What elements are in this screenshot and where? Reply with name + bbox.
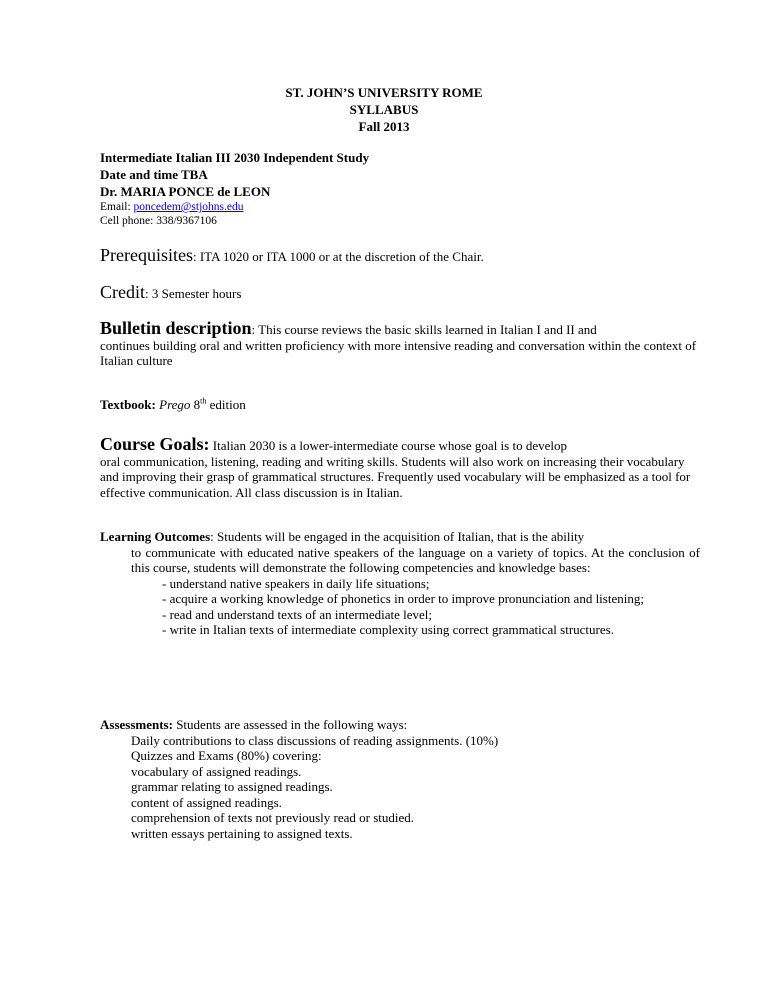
goals-heading: Course Goals: xyxy=(100,434,210,454)
goals-text-2: oral communication, listening, reading and writing skills. Students will also work on increasing their vocabulary and improving their grasp of grammatical structures. Frequently used vocabulary will be emphasized as a tool for effective communication. All class discussion is in Italian. xyxy=(100,453,691,500)
textbook-title: Prego xyxy=(159,397,191,412)
goals-text-1: Italian 2030 is a lower-intermediate course whose goal is to develop xyxy=(209,438,567,453)
bulletin-text-2: continues building oral and written proficiency with more intensive reading and conversation within the context of Italian culture xyxy=(100,337,697,368)
assessment-line: content of assigned readings. xyxy=(131,794,282,810)
outcome-item: - acquire a working knowledge of phonetics in order to improve pronunciation and listening; xyxy=(162,591,644,606)
assessment-line: written essays pertaining to assigned texts. xyxy=(131,825,353,841)
document-header xyxy=(0,84,768,135)
semester: Fall 2013 xyxy=(358,119,410,134)
assessment-line: vocabulary of assigned readings. xyxy=(131,763,302,779)
textbook-section xyxy=(100,397,700,413)
textbook-edition: edition xyxy=(206,397,246,412)
outcomes-intro: : Students will be engaged in the acquisition of Italian, that is the ability xyxy=(210,529,585,544)
assessment-line: Daily contributions to class discussions of reading assignments. (10%) xyxy=(131,732,499,748)
prerequisites-text: : ITA 1020 or ITA 1000 or at the discretion of the Chair. xyxy=(192,249,484,264)
outcome-item: - understand native speakers in daily life situations; xyxy=(162,575,430,591)
assessments-section xyxy=(100,717,700,841)
outcomes-section xyxy=(100,529,700,638)
email-line xyxy=(100,200,700,214)
assessments-intro: Students are assessed in the following ways: xyxy=(172,717,408,732)
assessment-line: comprehension of texts not previously read or studied. xyxy=(131,810,415,825)
course-date: Date and time TBA xyxy=(100,167,208,182)
assessment-line: grammar relating to assigned readings. xyxy=(131,779,333,794)
bulletin-text-1: : This course reviews the basic skills learned in Italian I and II and xyxy=(251,322,597,337)
outcomes-description: to communicate with educated native speakers of the language on a variety of topics. At the conclusion of this course, students will demonstrate the following competencies and knowledge bases: xyxy=(131,544,700,575)
outcome-item: - read and understand texts of an intermediate level; xyxy=(162,606,433,622)
outcome-item: - write in Italian texts of intermediate complexity using correct grammatical structures. xyxy=(162,622,614,637)
textbook-edition-suffix: th xyxy=(200,396,207,406)
credit-section xyxy=(100,282,700,302)
textbook-edition-number: 8 xyxy=(190,397,201,412)
email-label: Email: xyxy=(100,201,134,213)
instructor-name: Dr. MARIA PONCE de LEON xyxy=(100,184,271,199)
prerequisites-section xyxy=(100,245,700,265)
email-link[interactable]: poncedem@stjohns.edu xyxy=(133,201,244,213)
course-title: Intermediate Italian III 2030 Independent Study xyxy=(100,150,370,165)
prerequisites-heading: Prerequisites xyxy=(100,245,193,265)
university-name: ST. JOHN’S UNIVERSITY ROME xyxy=(285,85,483,100)
phone-line: Cell phone: 338/9367106 xyxy=(100,215,217,227)
credit-heading: Credit xyxy=(100,282,145,302)
outcomes-heading: Learning Outcomes xyxy=(100,529,211,544)
course-info xyxy=(100,149,700,228)
bulletin-heading: Bulletin description xyxy=(100,318,252,338)
assessment-line: Quizzes and Exams (80%) covering: xyxy=(131,748,322,763)
assessments-heading: Assessments: xyxy=(100,717,173,732)
document-type: SYLLABUS xyxy=(349,102,419,117)
credit-text: : 3 Semester hours xyxy=(145,286,242,301)
bulletin-section xyxy=(100,318,700,369)
textbook-heading: Textbook: xyxy=(100,397,160,412)
goals-section xyxy=(100,434,700,500)
